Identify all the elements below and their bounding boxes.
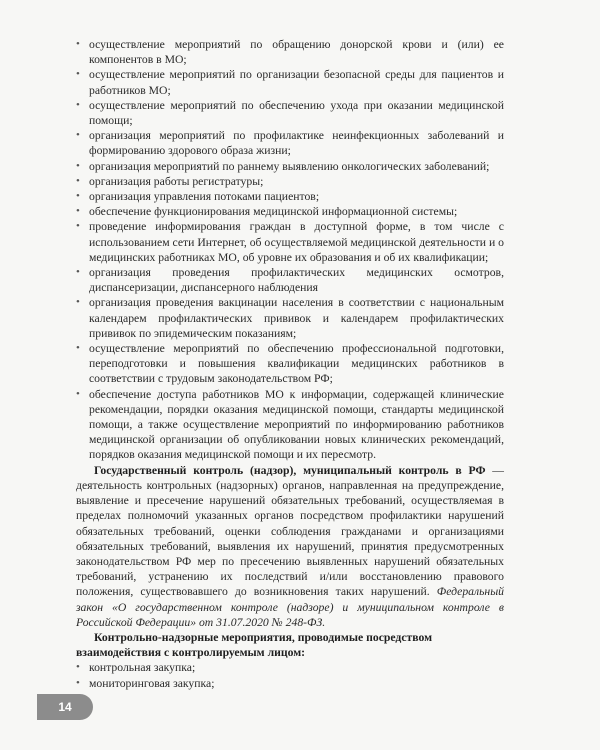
bullet-icon: • bbox=[76, 387, 80, 400]
bullet-icon: • bbox=[76, 159, 80, 172]
list-item bbox=[76, 174, 504, 189]
list-item bbox=[76, 128, 504, 158]
bullet-icon: • bbox=[76, 220, 80, 233]
definition-source: Федеральный закон «О государственном контроле (надзоре) и муниципальном контроле в Российской Федерации» от 31.07.2020 № 248-ФЗ. bbox=[76, 585, 504, 629]
page-number: 14 bbox=[37, 694, 93, 720]
list-item-text: организация работы регистратуры; bbox=[89, 174, 264, 188]
list-item-text: организация проведения вакцинации населения в соответствии с национальным календарем профилактических прививок и календарем профилактических прививок по эпидемическим показаниям; bbox=[89, 296, 504, 340]
list-item bbox=[76, 189, 504, 204]
bullet-icon: • bbox=[76, 296, 80, 309]
control-measures-heading: Контрольно-надзорные мероприятия, проводимые посредством взаимодействия с контролируемым лицом: bbox=[76, 630, 433, 660]
list-item bbox=[76, 660, 504, 675]
list-item bbox=[76, 204, 504, 219]
bullet-icon: • bbox=[76, 174, 80, 187]
list-item bbox=[76, 265, 504, 295]
list-item-text: контрольная закупка; bbox=[89, 661, 196, 675]
list-item bbox=[76, 341, 504, 387]
definition-term: Государственный контроль (надзор), муниципальный контроль в РФ bbox=[94, 463, 486, 477]
list-item-text: мониторинговая закупка; bbox=[89, 676, 215, 690]
list-item bbox=[76, 67, 504, 97]
bullet-icon: • bbox=[76, 342, 80, 355]
bullet-icon: • bbox=[76, 98, 80, 111]
list-item-text: обеспечение функционирования медицинской информационной системы; bbox=[89, 205, 458, 219]
bullet-icon: • bbox=[76, 129, 80, 142]
bullet-icon: • bbox=[76, 266, 80, 279]
bullet-icon: • bbox=[76, 661, 80, 674]
bullet-icon: • bbox=[76, 38, 80, 50]
bullet-icon: • bbox=[76, 190, 80, 203]
list-item-text: осуществление мероприятий по обеспечению профессиональной подготовки, переподготовки и повышения квалификации медицинских работников в соответствии с трудовым законодательством РФ; bbox=[89, 342, 504, 386]
definition-body: — деятельность контрольных (надзорных) органов, направленная на предупреждение, выявление и пресечение нарушений обязательных требований, осуществляемая в пределах полномочий указанных органов посредством профилактики нарушений обязательных требований, оценки соблюдения гражданами и организациями обязательных требований, выявления их нарушений, принятия предусмотренных законодательством РФ мер по пресечению выявленных нарушений обязательных требований, устранению их последствий и/или восстановлению правового положения, существовавшего до возникновения таких нарушений. bbox=[76, 463, 504, 599]
list-item-text: осуществление мероприятий по обращению донорской крови и (или) ее компонентов в МО; bbox=[89, 38, 504, 67]
bullet-icon: • bbox=[76, 676, 80, 689]
list-item-text: осуществление мероприятий по обеспечению ухода при оказании медицинской помощи; bbox=[89, 98, 504, 128]
list-item-text: обеспечение доступа работников МО к информации, содержащей клинические рекомендации, порядки оказания медицинской помощи, стандарты медицинской помощи, а также осуществление мероприятий по информированию работников медицинской организации об опубликовании новых клинических рекомендаций, порядков оказания медицинской помощи и их пересмотр. bbox=[89, 387, 504, 462]
list-item-text: осуществление мероприятий по организации безопасной среды для пациентов и работников МО; bbox=[89, 68, 504, 97]
list-item-text: организация управления потоками пациентов; bbox=[89, 190, 320, 204]
list-item-text: организация мероприятий по профилактике неинфекционных заболеваний и формированию здорового образа жизни; bbox=[89, 129, 504, 158]
list-item bbox=[76, 676, 504, 691]
bullet-icon: • bbox=[76, 205, 80, 218]
list-item bbox=[76, 98, 504, 128]
list-item bbox=[76, 219, 504, 265]
bullet-list-medical-activities bbox=[76, 37, 504, 463]
list-item bbox=[76, 159, 504, 174]
bullet-list-control-measures bbox=[76, 660, 504, 690]
bullet-icon: • bbox=[76, 68, 80, 81]
list-item bbox=[76, 387, 504, 463]
definition-paragraph bbox=[76, 463, 504, 630]
list-item-text: организация проведения профилактических медицинских осмотров, диспансеризации, диспансерного наблюдения bbox=[89, 266, 504, 295]
list-item bbox=[76, 295, 504, 341]
list-item-text: организация мероприятий по раннему выявлению онкологических заболеваний; bbox=[89, 159, 490, 173]
list-item bbox=[76, 37, 504, 67]
page-content bbox=[76, 37, 504, 691]
list-item-text: проведение информирования граждан в доступной форме, в том числе с использованием сети Интернет, об осуществляемой медицинской деятельности и о медицинских работниках МО, об уровне их образования и об их квалификации; bbox=[89, 220, 504, 264]
